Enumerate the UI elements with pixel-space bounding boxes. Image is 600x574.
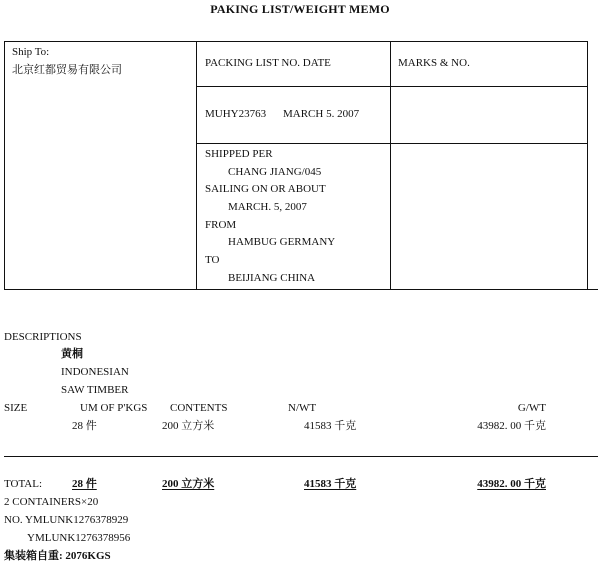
packing-list-number: MUHY23763 (205, 108, 267, 120)
table-divider-1 (196, 41, 197, 289)
table-bottom-border (4, 289, 598, 290)
packing-list-no-date-header: PACKING LIST NO. DATE (205, 57, 331, 69)
vessel-name: CHANG JIANG/045 (228, 166, 322, 178)
total-label: TOTAL: (4, 478, 43, 490)
to-place: BEIJIANG CHINA (228, 272, 316, 284)
tare-weight: 集装箱自重: 2076KGS (4, 550, 111, 562)
total-gw: 43982. 00 千克 (477, 478, 546, 490)
row-contents: 200 立方米 (162, 420, 215, 432)
row-pkgs: 28 件 (72, 420, 97, 432)
descriptions-label: DESCRIPTIONS (4, 331, 82, 343)
totals-divider (4, 456, 598, 457)
um-pkgs-column-header: UM OF P'KGS (80, 402, 148, 414)
packing-list-date: MARCH 5. 2007 (283, 108, 360, 120)
nw-column-header: N/WT (288, 402, 317, 414)
table-top-border (4, 41, 588, 42)
sailing-label: SAILING ON OR ABOUT (205, 183, 326, 195)
row-gw: 43982. 00 千克 (477, 420, 546, 432)
gw-column-header: G/WT (517, 402, 546, 414)
containers-line: 2 CONTAINERS×20 (4, 496, 99, 508)
sailing-date: MARCH. 5, 2007 (228, 201, 307, 213)
document-title: PAKING LIST/WEIGHT MEMO (210, 2, 390, 16)
marks-no-header: MARKS & NO. (398, 57, 470, 69)
description-line: 黄桐 (61, 348, 83, 360)
table-row-line-1 (196, 86, 588, 87)
table-left-border (4, 41, 5, 289)
description-line: INDONESIAN (61, 366, 129, 378)
container-no-line-1: NO. YMLUNK1276378929 (4, 514, 129, 526)
table-row-line-2 (196, 143, 588, 144)
ship-to-company: 北京红都贸易有限公司 (12, 64, 122, 76)
to-label: TO (205, 254, 220, 266)
contents-column-header: CONTENTS (170, 402, 228, 414)
shipped-per-label: SHIPPED PER (205, 148, 273, 160)
total-pkgs: 28 件 (72, 478, 97, 490)
table-right-border (587, 41, 588, 289)
description-line: SAW TIMBER (61, 384, 129, 396)
total-nw: 41583 千克 (304, 478, 357, 490)
container-no-line-2: YMLUNK1276378956 (27, 532, 131, 544)
from-place: HAMBUG GERMANY (228, 236, 336, 248)
row-nw: 41583 千克 (304, 420, 357, 432)
total-contents: 200 立方米 (162, 478, 215, 490)
from-label: FROM (205, 219, 237, 231)
size-column-header: SIZE (4, 402, 28, 414)
table-divider-2 (390, 41, 391, 289)
ship-to-label: Ship To: (12, 46, 50, 58)
